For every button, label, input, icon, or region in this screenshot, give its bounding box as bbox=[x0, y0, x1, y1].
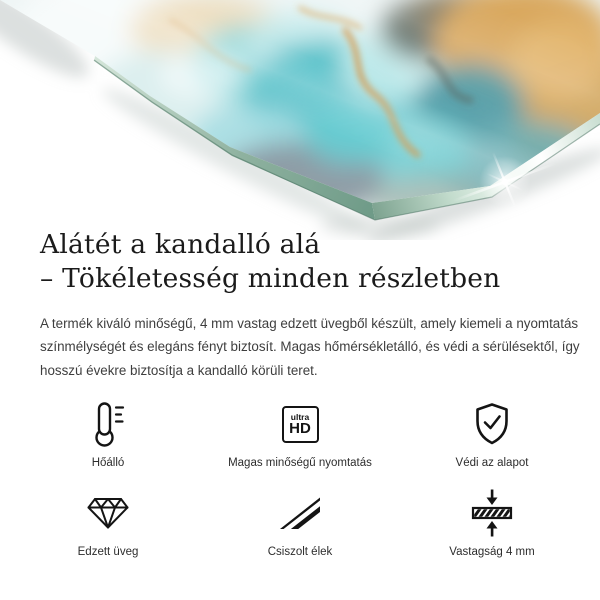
feature-label: Vastagság 4 mm bbox=[449, 546, 535, 558]
diamond-icon bbox=[86, 489, 130, 537]
product-image bbox=[0, 0, 600, 240]
feature-label: Hőálló bbox=[91, 457, 125, 469]
feature-high-quality-print bbox=[204, 400, 396, 472]
thickness-icon bbox=[470, 489, 514, 537]
section-title-line2: – Tökéletesség minden részletben bbox=[40, 263, 501, 294]
description-line-2: színmélységét és elegáns fényt biztosít. Magas hőmérsékletálló, és védi a sérülésektől, így bbox=[40, 339, 580, 355]
ultra-hd-icon-text-bottom: HD bbox=[289, 419, 311, 437]
section-title bbox=[40, 228, 500, 296]
product-description bbox=[40, 312, 580, 382]
ultra-hd-icon-text-top: ultra bbox=[290, 411, 310, 422]
thermometer-icon bbox=[91, 400, 125, 448]
feature-polished-edges bbox=[204, 489, 396, 561]
description-line-3: hosszú évekre biztosítja a kandalló körüli teret. bbox=[40, 362, 318, 378]
description-line-1: A termék kiváló minőségű, 4 mm vastag edzett üvegből készült, amely kiemeli a nyomtatás bbox=[40, 316, 579, 331]
feature-label: Edzett üveg bbox=[77, 546, 139, 558]
glass-pad-illustration bbox=[0, 0, 600, 240]
feature-label: Védi az alapot bbox=[455, 457, 529, 469]
feature-label: Csiszolt élek bbox=[267, 546, 333, 558]
feature-heat-resistant bbox=[12, 400, 204, 472]
feature-thickness bbox=[396, 489, 588, 561]
ultra-hd-icon bbox=[282, 400, 319, 448]
section-title-line1: Alátét a kandalló alá bbox=[40, 229, 321, 260]
polished-edges-icon bbox=[278, 489, 322, 537]
feature-protects-base bbox=[396, 400, 588, 472]
shield-check-icon bbox=[473, 400, 511, 448]
feature-tempered-glass bbox=[12, 489, 204, 561]
feature-label: Magas minőségű nyomtatás bbox=[228, 457, 372, 469]
feature-grid bbox=[12, 400, 588, 561]
